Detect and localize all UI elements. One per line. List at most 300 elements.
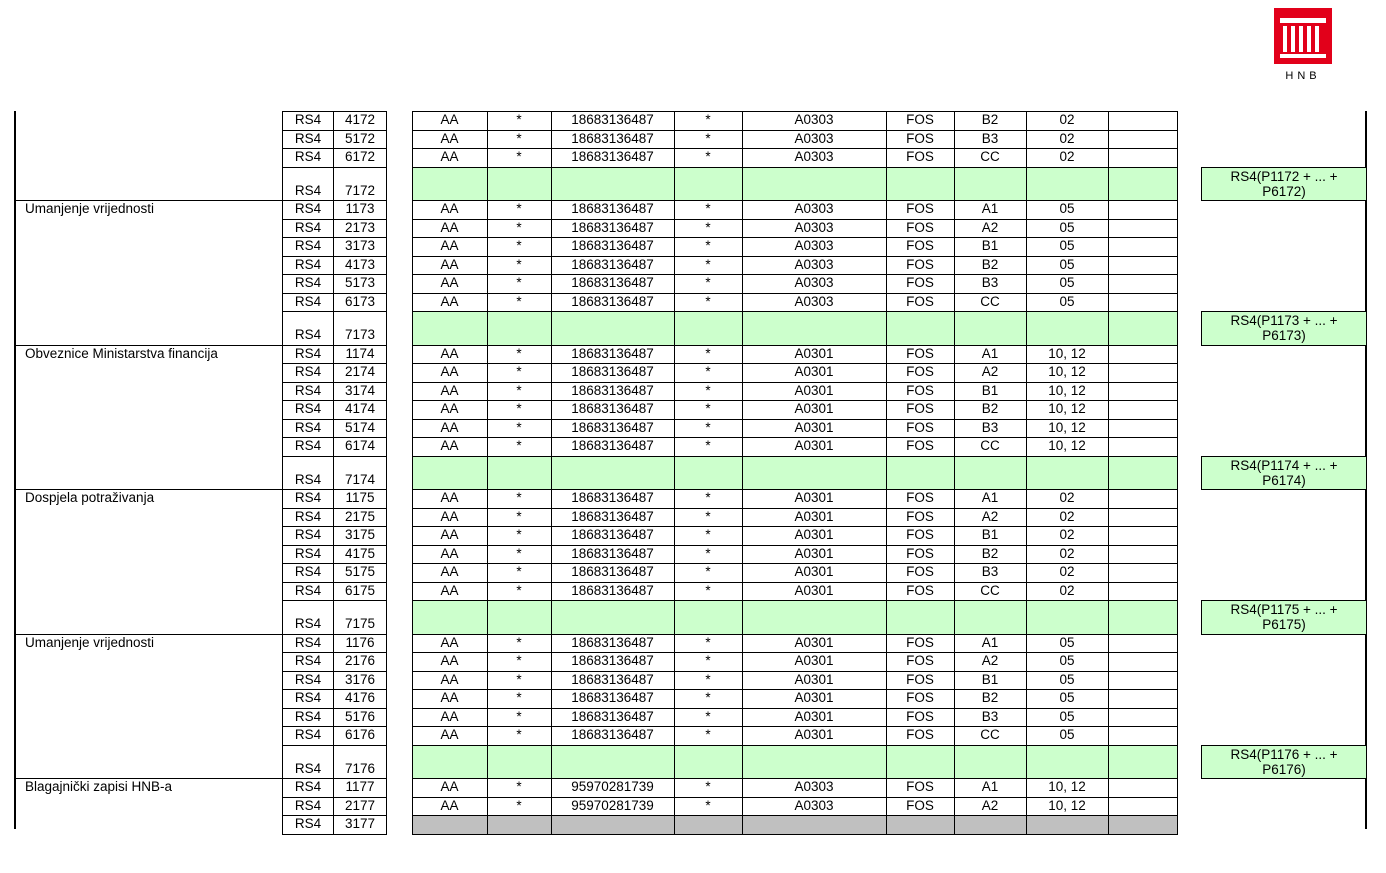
value-text: A0301 [794, 401, 834, 416]
value-text: B3 [981, 708, 999, 724]
value-text: * [705, 779, 711, 794]
value-text: * [705, 219, 711, 235]
form-code: RS4 [294, 419, 322, 435]
value-text: A0301 [794, 653, 834, 668]
value-text: 10, 12 [1048, 382, 1086, 398]
value-text: * [516, 419, 522, 435]
row-number: 3175 [344, 527, 376, 542]
value-text: 18683136487 [571, 727, 654, 742]
form-code: RS4 [294, 293, 322, 309]
form-code: RS4 [294, 438, 322, 453]
value-text: 02 [1059, 582, 1075, 598]
value-cell [954, 311, 1027, 346]
value-text: 05 [1059, 653, 1075, 668]
value-text: 18683136487 [571, 201, 654, 216]
form-code: RS4 [294, 582, 322, 598]
value-text: * [516, 256, 522, 272]
value-text: * [516, 779, 522, 794]
value-text: FOS [906, 545, 934, 561]
value-cell [487, 311, 552, 346]
value-text: 18683136487 [571, 438, 654, 453]
value-text: A0301 [794, 345, 834, 361]
value-text: FOS [906, 727, 934, 742]
form-code: RS4 [294, 671, 322, 687]
form-code: RS4 [294, 401, 322, 416]
value-text: * [516, 671, 522, 687]
value-cell [1108, 671, 1178, 691]
value-text: AA [440, 275, 459, 290]
row-number: 1173 [345, 201, 375, 216]
form-code: RS4 [294, 275, 322, 290]
row-number: 7173 [344, 327, 376, 342]
form-code: RS4 [294, 690, 322, 705]
hnb-emblem-icon [1274, 8, 1332, 64]
value-text: 18683136487 [571, 149, 654, 164]
value-cell [551, 745, 675, 780]
section-label: Umanjenje vrijednosti [25, 634, 155, 650]
value-text: 18683136487 [571, 545, 654, 561]
value-cell [1108, 111, 1178, 131]
value-cell [1108, 563, 1178, 583]
value-cell [1026, 600, 1109, 635]
value-text: AA [440, 708, 459, 724]
value-text: FOS [906, 690, 934, 705]
value-text: 18683136487 [571, 275, 654, 290]
form-code: RS4 [294, 508, 322, 524]
row-number: 5176 [344, 708, 376, 724]
form-code: RS4 [294, 219, 322, 235]
value-cell [674, 745, 743, 780]
value-cell [1108, 634, 1178, 654]
value-cell [412, 167, 488, 202]
value-text: FOS [906, 490, 934, 505]
value-text: AA [440, 382, 459, 398]
value-text: AA [440, 149, 459, 164]
value-text: CC [980, 727, 1000, 742]
value-text: * [516, 112, 522, 127]
value-text: 18683136487 [571, 634, 654, 650]
value-cell [551, 311, 675, 346]
value-cell [742, 745, 887, 780]
value-text: * [705, 653, 711, 668]
value-text: AA [440, 564, 459, 579]
value-text: * [705, 130, 711, 146]
value-text: * [516, 293, 522, 309]
value-text: 10, 12 [1048, 797, 1086, 813]
value-text: 05 [1059, 727, 1075, 742]
value-cell [551, 456, 675, 491]
row-number: 6172 [344, 149, 376, 164]
value-cell [1108, 400, 1178, 420]
value-text: A0301 [794, 490, 834, 505]
value-text: A2 [981, 364, 999, 379]
value-cell [1108, 274, 1178, 294]
value-cell [1108, 311, 1178, 346]
value-text: CC [980, 293, 1000, 309]
form-code: RS4 [294, 545, 322, 561]
value-text: * [516, 545, 522, 561]
row-number: 7174 [344, 471, 376, 487]
form-code: RS4 [294, 816, 322, 831]
value-text: CC [980, 149, 1000, 164]
value-text: * [705, 401, 711, 416]
row-number: 2173 [344, 219, 376, 235]
value-cell [487, 167, 552, 202]
value-cell [886, 745, 955, 780]
row-number: 4176 [344, 690, 376, 705]
value-text: A0303 [794, 219, 834, 235]
value-text: AA [440, 293, 459, 309]
value-cell [1108, 363, 1178, 383]
value-text: 18683136487 [571, 690, 654, 705]
value-text: 18683136487 [571, 382, 654, 398]
value-text: AA [440, 545, 459, 561]
value-cell [1108, 508, 1178, 528]
formula-cell: RS4(P1173 + ... + P6173) [1201, 311, 1367, 346]
value-text: 18683136487 [571, 293, 654, 309]
value-cell [674, 600, 743, 635]
value-text: FOS [906, 149, 934, 164]
value-text: * [705, 256, 711, 272]
value-cell [487, 456, 552, 491]
row-number: 4172 [344, 112, 376, 127]
value-text: 05 [1059, 201, 1075, 216]
value-text: CC [980, 438, 1000, 453]
value-text: * [705, 438, 711, 453]
value-cell [1108, 345, 1178, 365]
value-text: FOS [906, 508, 934, 524]
value-text: AA [440, 256, 459, 272]
value-cell [1108, 726, 1178, 746]
value-text: A0301 [794, 634, 834, 650]
row-number: 2174 [344, 364, 376, 379]
value-text: AA [440, 527, 459, 542]
value-cell [412, 815, 488, 835]
form-code: RS4 [294, 112, 322, 127]
value-text: * [516, 564, 522, 579]
value-text: FOS [906, 671, 934, 687]
value-cell [487, 745, 552, 780]
value-text: AA [440, 112, 459, 127]
form-code: RS4 [294, 130, 322, 146]
value-text: FOS [906, 779, 934, 794]
value-text: * [705, 527, 711, 542]
value-text: 18683136487 [571, 219, 654, 235]
value-text: * [705, 564, 711, 579]
form-code: RS4 [294, 634, 322, 650]
value-text: AA [440, 201, 459, 216]
value-cell [742, 456, 887, 491]
value-text: 02 [1059, 564, 1075, 579]
value-text: AA [440, 727, 459, 742]
value-text: 02 [1059, 545, 1075, 561]
value-text: FOS [906, 438, 934, 453]
row-number: 3173 [344, 238, 376, 253]
value-text: 10, 12 [1048, 401, 1086, 416]
value-text: AA [440, 490, 459, 505]
value-text: A2 [981, 653, 999, 668]
value-text: 95970281739 [571, 797, 654, 813]
value-text: 18683136487 [571, 582, 654, 598]
row-number: 7176 [344, 760, 376, 776]
value-text: * [516, 401, 522, 416]
value-cell [886, 600, 955, 635]
value-text: A1 [981, 201, 999, 216]
row-number: 6176 [344, 727, 376, 742]
value-cell [742, 600, 887, 635]
value-cell [551, 167, 675, 202]
form-code: RS4 [294, 382, 322, 398]
row-number: 2177 [344, 797, 376, 813]
value-cell [412, 456, 488, 491]
form-code: RS4 [294, 653, 322, 668]
value-text: 02 [1059, 527, 1075, 542]
row-number: 1177 [345, 779, 375, 794]
row-number: 6173 [344, 293, 376, 309]
row-number: 1176 [345, 634, 375, 650]
value-cell [1108, 815, 1178, 835]
value-text: A0301 [794, 582, 834, 598]
value-text: B2 [981, 690, 999, 705]
value-text: B1 [981, 527, 999, 542]
form-code: RS4 [294, 256, 322, 272]
value-text: A0301 [794, 364, 834, 379]
value-text: FOS [906, 275, 934, 290]
value-text: 02 [1059, 130, 1075, 146]
value-cell [1026, 167, 1109, 202]
value-text: 05 [1059, 671, 1075, 687]
value-cell [1108, 256, 1178, 276]
value-text: * [705, 419, 711, 435]
value-text: 10, 12 [1048, 779, 1086, 794]
value-cell [1108, 237, 1178, 257]
value-text: * [705, 708, 711, 724]
row-number: 4173 [344, 256, 376, 272]
value-text: 18683136487 [571, 653, 654, 668]
value-text: 18683136487 [571, 238, 654, 253]
value-cell [412, 600, 488, 635]
value-text: * [516, 382, 522, 398]
value-text: FOS [906, 634, 934, 650]
value-text: A0301 [794, 527, 834, 542]
value-text: * [705, 634, 711, 650]
form-code: RS4 [294, 779, 322, 794]
row-number: 1174 [345, 345, 375, 361]
value-text: 18683136487 [571, 708, 654, 724]
value-cell [1108, 600, 1178, 635]
section-label: Obveznice Ministarstva financija [25, 345, 218, 361]
value-cell [551, 600, 675, 635]
value-text: 05 [1059, 293, 1075, 309]
value-text: CC [980, 582, 1000, 598]
value-text: B3 [981, 130, 999, 146]
value-text: FOS [906, 293, 934, 309]
row-number: 5173 [344, 275, 376, 290]
row-number: 7175 [344, 616, 376, 631]
value-cell [886, 311, 955, 346]
form-code: RS4 [294, 238, 322, 253]
value-text: FOS [906, 364, 934, 379]
row-number: 6175 [344, 582, 376, 598]
value-text: FOS [906, 201, 934, 216]
value-text: 02 [1059, 490, 1075, 505]
value-text: * [516, 238, 522, 253]
value-text: AA [440, 345, 459, 361]
value-cell [1108, 526, 1178, 546]
value-cell [674, 311, 743, 346]
section-label: Dospjela potraživanja [25, 490, 155, 505]
form-code: RS4 [294, 327, 322, 342]
value-text: A0301 [794, 564, 834, 579]
row-number: 4175 [344, 545, 376, 561]
logo-text: HNB [1285, 70, 1321, 82]
value-cell [1108, 148, 1178, 168]
value-text: A1 [981, 634, 999, 650]
value-cell [1026, 815, 1109, 835]
value-text: * [705, 112, 711, 127]
value-text: 18683136487 [571, 419, 654, 435]
value-cell [1108, 130, 1178, 150]
value-text: * [705, 293, 711, 309]
value-text: B2 [981, 256, 999, 272]
value-text: AA [440, 238, 459, 253]
value-text: A0303 [794, 275, 834, 290]
form-code: RS4 [294, 364, 322, 379]
value-text: FOS [906, 527, 934, 542]
value-text: A0301 [794, 545, 834, 561]
value-text: B2 [981, 545, 999, 561]
value-text: * [516, 653, 522, 668]
row-number: 6174 [344, 438, 376, 453]
value-text: * [705, 690, 711, 705]
value-text: A0303 [794, 238, 834, 253]
value-cell [487, 815, 552, 835]
value-text: FOS [906, 401, 934, 416]
value-cell [1108, 545, 1178, 565]
row-number: 3176 [344, 671, 376, 687]
value-text: * [705, 797, 711, 813]
value-cell [412, 311, 488, 346]
value-text: 05 [1059, 238, 1075, 253]
value-text: AA [440, 508, 459, 524]
value-text: * [705, 382, 711, 398]
form-code: RS4 [294, 708, 322, 724]
form-code: RS4 [294, 527, 322, 542]
value-cell [1108, 689, 1178, 709]
value-cell [412, 745, 488, 780]
value-text: 18683136487 [571, 490, 654, 505]
value-text: A0303 [794, 779, 834, 794]
value-cell [954, 745, 1027, 780]
value-text: * [516, 797, 522, 813]
value-cell [1108, 582, 1178, 602]
value-text: A0303 [794, 112, 834, 127]
value-cell [1108, 219, 1178, 239]
value-text: B2 [981, 401, 999, 416]
value-cell [954, 456, 1027, 491]
left-border [14, 111, 16, 829]
value-text: * [516, 201, 522, 216]
value-text: 18683136487 [571, 564, 654, 579]
value-cell [954, 815, 1027, 835]
value-text: * [516, 345, 522, 361]
section-label: Umanjenje vrijednosti [25, 201, 155, 216]
value-text: AA [440, 634, 459, 650]
row-number: 5174 [344, 419, 376, 435]
value-text: FOS [906, 564, 934, 579]
value-text: B3 [981, 564, 999, 579]
value-cell [674, 167, 743, 202]
value-text: FOS [906, 345, 934, 361]
value-cell [1108, 167, 1178, 202]
value-text: A2 [981, 219, 999, 235]
value-text: B2 [981, 112, 999, 127]
value-text: 18683136487 [571, 508, 654, 524]
form-code: RS4 [294, 760, 322, 776]
value-text: FOS [906, 112, 934, 127]
value-cell [742, 311, 887, 346]
value-text: * [705, 727, 711, 742]
value-text: 05 [1059, 275, 1075, 290]
value-text: 10, 12 [1048, 364, 1086, 379]
value-text: A1 [981, 345, 999, 361]
value-text: A0303 [794, 149, 834, 164]
value-text: * [705, 582, 711, 598]
value-cell [1108, 456, 1178, 491]
value-text: 02 [1059, 508, 1075, 524]
value-text: * [516, 364, 522, 379]
value-text: FOS [906, 219, 934, 235]
value-text: B1 [981, 238, 999, 253]
value-text: 18683136487 [571, 401, 654, 416]
row-number: 5175 [344, 564, 376, 579]
form-code: RS4 [294, 201, 322, 216]
value-cell [1026, 456, 1109, 491]
value-text: 10, 12 [1048, 438, 1086, 453]
value-text: A0301 [794, 508, 834, 524]
value-text: 05 [1059, 708, 1075, 724]
form-code: RS4 [294, 490, 322, 505]
value-cell [886, 456, 955, 491]
value-text: * [516, 219, 522, 235]
value-cell [1108, 745, 1178, 780]
value-text: * [705, 364, 711, 379]
value-text: A1 [981, 779, 999, 794]
value-text: * [516, 708, 522, 724]
value-text: 18683136487 [571, 130, 654, 146]
value-text: * [516, 690, 522, 705]
section-label: Blagajnički zapisi HNB-a [25, 779, 173, 794]
value-text: A0303 [794, 293, 834, 309]
value-cell [1108, 489, 1178, 509]
value-text: * [516, 582, 522, 598]
value-text: FOS [906, 653, 934, 668]
value-text: A0301 [794, 727, 834, 742]
value-text: AA [440, 130, 459, 146]
value-text: 05 [1059, 690, 1075, 705]
value-text: * [516, 727, 522, 742]
value-cell [1108, 419, 1178, 439]
value-text: AA [440, 779, 459, 794]
value-text: * [705, 671, 711, 687]
value-cell [886, 815, 955, 835]
value-text: * [516, 438, 522, 453]
value-text: * [705, 275, 711, 290]
value-text: * [516, 508, 522, 524]
value-cell [886, 167, 955, 202]
value-text: AA [440, 653, 459, 668]
value-text: * [705, 238, 711, 253]
